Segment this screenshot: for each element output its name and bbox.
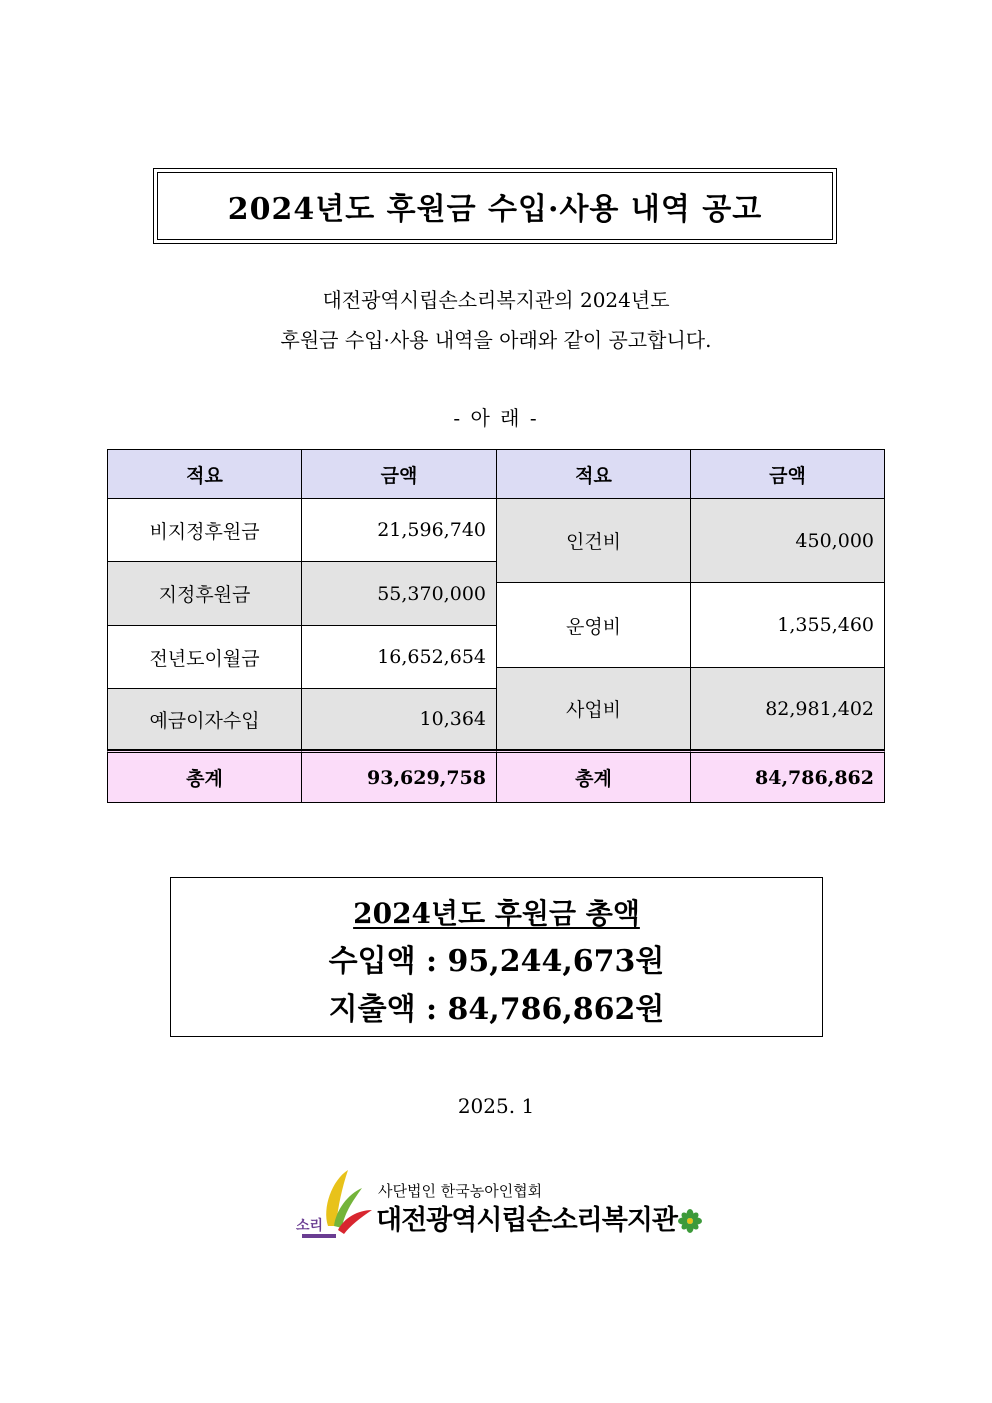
below-label: - 아 래 -: [453, 406, 539, 430]
income-label-cell: 전년도이월금: [107, 626, 302, 689]
logo-mark-text: 소리: [296, 1218, 324, 1234]
income-label-cell: 비지정후원금: [107, 499, 302, 562]
org-name: 대전광역시립손소리복지관: [376, 1205, 677, 1236]
expense-amount-cell: 450,000: [691, 499, 885, 583]
header-income-amount: 금액: [302, 449, 497, 499]
intro-line-1: 대전광역시립손소리복지관의 2024년도: [322, 288, 670, 312]
summary-heading-row: [171, 892, 822, 932]
summary-box: [170, 877, 823, 1037]
expense-total-amount: 84,786,862: [691, 750, 885, 803]
income-total-amount: 93,629,758: [302, 750, 497, 803]
header-expense-label: 적요: [497, 449, 691, 499]
summary-income-line: 수입액 : 95,244,673원: [328, 944, 665, 979]
notice-date: 2025. 1: [457, 1094, 535, 1118]
page-title: 2024년도 후원금 수입·사용 내역 공고: [227, 192, 763, 227]
org-sub-name: 사단법인 한국농아인협회: [378, 1182, 543, 1200]
header-income-label: 적요: [107, 449, 302, 499]
income-amount-cell: 55,370,000: [302, 562, 497, 626]
expense-label-cell: 인건비: [497, 499, 691, 583]
income-amount-cell: 21,596,740: [302, 499, 497, 562]
logo-mark-icon: [288, 1166, 378, 1242]
income-amount-cell: 10,364: [302, 689, 497, 750]
header-expense-amount: 금액: [691, 449, 885, 499]
intro-line-2: 후원금 수입·사용 내역을 아래와 같이 공고합니다.: [280, 328, 712, 352]
expense-amount-cell: 1,355,460: [691, 583, 885, 668]
income-label-cell: 지정후원금: [107, 562, 302, 626]
expense-label-cell: 사업비: [497, 668, 691, 750]
expense-total-label: 총계: [497, 750, 691, 803]
summary-heading: 2024년도 후원금 총액: [353, 897, 640, 930]
flower-icon: [677, 1208, 703, 1234]
income-label-cell: 예금이자수입: [107, 689, 302, 750]
expense-amount-cell: 82,981,402: [691, 668, 885, 750]
expense-label-cell: 운영비: [497, 583, 691, 668]
summary-expense-line: 지출액 : 84,786,862원: [328, 992, 665, 1027]
income-amount-cell: 16,652,654: [302, 626, 497, 689]
title-inner-frame: [157, 172, 833, 240]
organization-logo: [288, 1166, 708, 1242]
title-box: [153, 168, 837, 244]
ledger-table: [107, 449, 885, 803]
income-total-label: 총계: [107, 750, 302, 803]
